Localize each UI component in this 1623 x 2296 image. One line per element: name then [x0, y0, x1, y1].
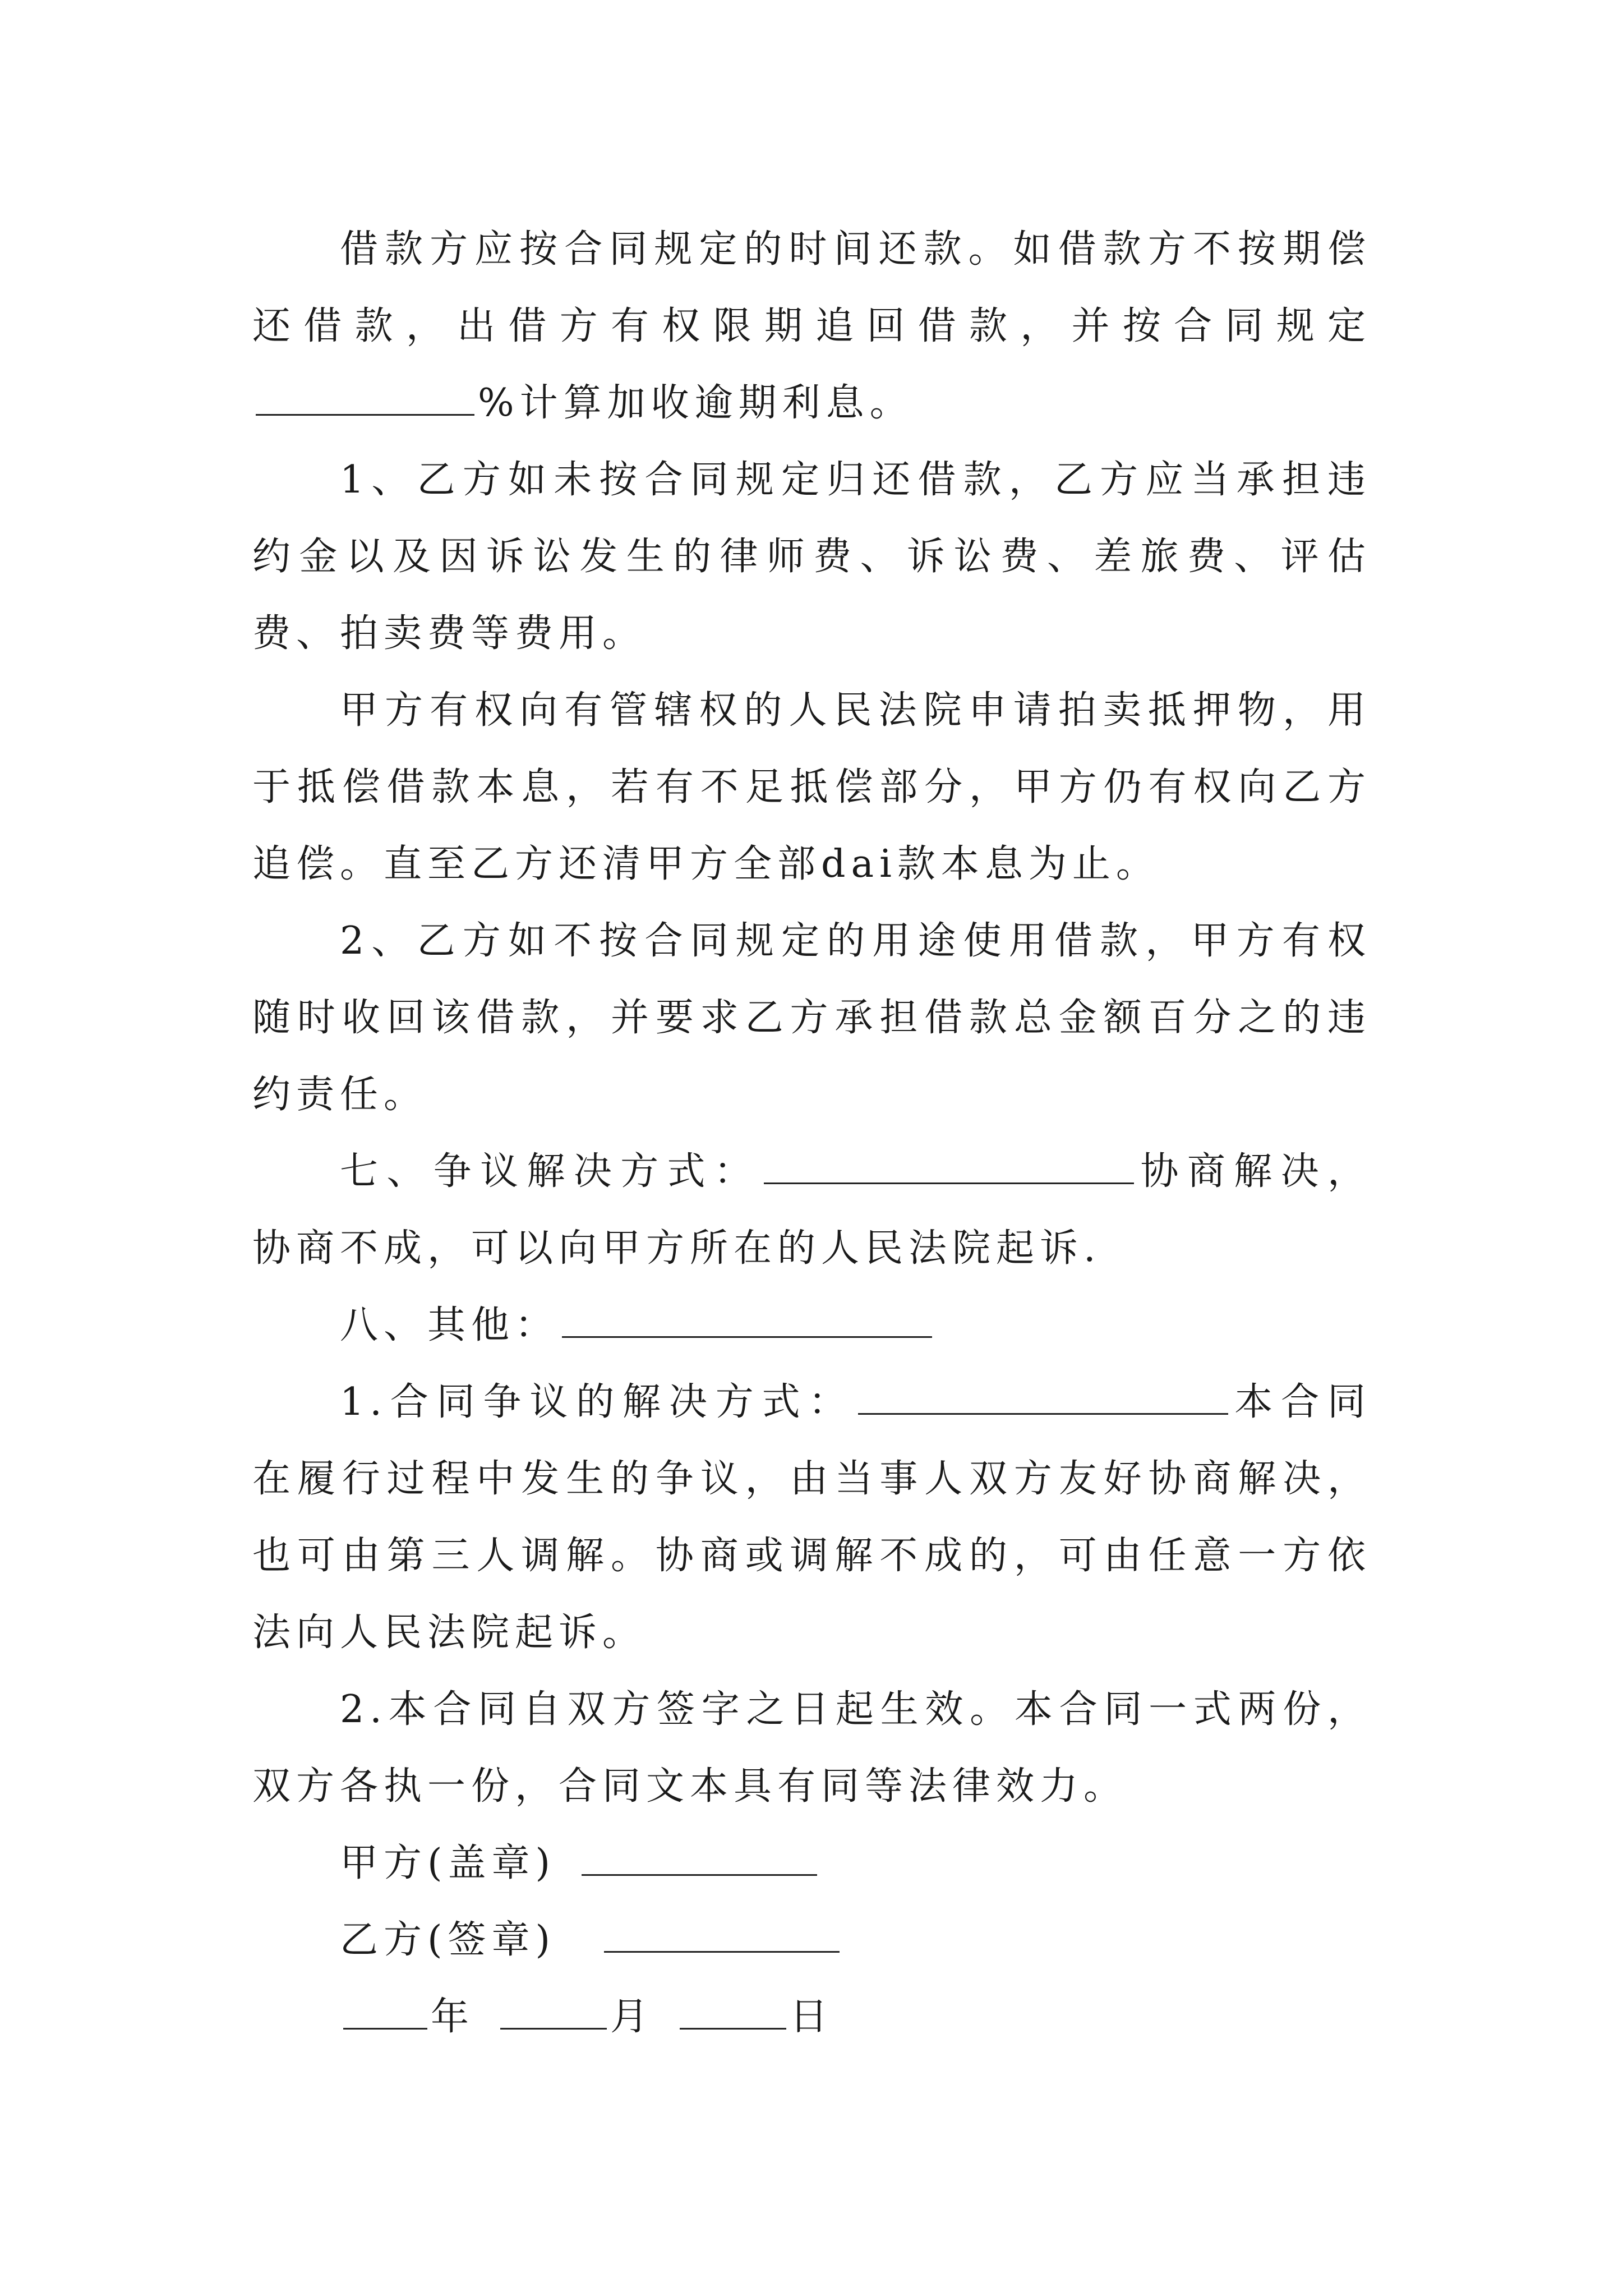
- misuse-clause: 2、乙方如不按合同规定的用途使用借款，甲方有权随时收回该借款，并要求乙方承担借款总金额百分之的违约责任。: [252, 919, 1371, 1117]
- dispute-resolution-label: 七、争议解决方式：: [340, 1149, 761, 1194]
- party-a-signature-blank: [582, 1834, 817, 1876]
- day-blank: [680, 1987, 786, 2030]
- repayment-clause: [252, 211, 1371, 441]
- date-row: [252, 1978, 1371, 2055]
- dispute-method-blank: [764, 1142, 1134, 1184]
- party-b-signature-row: [252, 1902, 1371, 1978]
- dispute-resolution-clause: [252, 1133, 1371, 1287]
- effectiveness-clause: 2.本合同自双方签字之日起生效。本合同一式两份，双方各执一份，合同文本具有同等法律效力。: [252, 1687, 1371, 1809]
- contract-dispute-text: 本合同在履行过程中发生的争议，由当事人双方友好协商解决，也可由第三人调解。协商或调解不成的，可由任意一方依法向人民法院起诉。: [252, 1380, 1371, 1655]
- party-b-signature-blank: [604, 1911, 840, 1953]
- default-penalty-clause: 1、乙方如未按合同规定归还借款，乙方应当承担违约金以及因诉讼发生的律师费、诉讼费、差旅费、评估费、拍卖费等费用。: [252, 458, 1371, 656]
- party-b-label: 乙方(签章): [340, 1918, 556, 1962]
- month-label: 月: [610, 1995, 654, 2039]
- year-blank: [343, 1987, 427, 2030]
- dispute-resolution-text: 协商解决，协商不成，可以向甲方所在的人民法院起诉.: [252, 1149, 1371, 1271]
- collateral-auction-clause: 甲方有权向有管辖权的人民法院申请拍卖抵押物，用于抵偿借款本息，若有不足抵偿部分，甲方仍有权向乙方追偿。直至乙方还清甲方全部dai款本息为止。: [252, 688, 1371, 886]
- other-label: 八、其他：: [340, 1303, 559, 1347]
- repayment-clause-text: 借款方应按合同规定的时间还款。如借款方不按期偿还借款，出借方有权限期追回借款，并按合同规定: [252, 227, 1371, 348]
- year-label: 年: [431, 1995, 475, 2039]
- party-a-label: 甲方(盖章): [340, 1841, 556, 1885]
- contract-dispute-blank: [858, 1373, 1228, 1415]
- month-blank: [500, 1987, 607, 2030]
- interest-rate-blank: [256, 374, 474, 416]
- party-a-signature-row: [252, 1825, 1371, 1902]
- contract-dispute-clause: [252, 1364, 1371, 1671]
- repayment-clause-suffix: %计算加收逾期利息。: [478, 381, 914, 425]
- contract-dispute-label: 1.合同争议的解决方式：: [340, 1380, 855, 1424]
- contract-body: [252, 211, 1371, 2055]
- day-label: 日: [790, 1995, 834, 2039]
- other-clause: [252, 1287, 1371, 1364]
- other-blank: [562, 1296, 932, 1338]
